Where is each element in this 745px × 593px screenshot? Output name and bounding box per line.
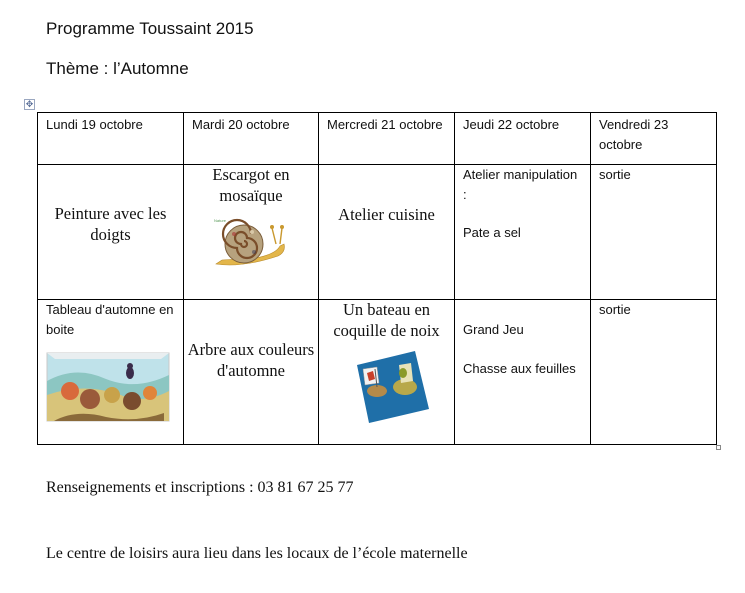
header-cell xyxy=(591,113,717,165)
programme-table xyxy=(37,112,717,445)
header-wednesday: Mercredi 21 octobre xyxy=(327,117,443,132)
activity-escargot: Escargot en mosaïque xyxy=(212,165,290,205)
table-row xyxy=(38,165,717,300)
table-header-row xyxy=(38,113,717,165)
cell-wednesday-2 xyxy=(319,300,455,445)
cell-monday-2 xyxy=(38,300,184,445)
activity-arbre: Arbre aux couleurs d'automne xyxy=(187,340,315,380)
header-monday: Lundi 19 octobre xyxy=(46,117,143,132)
cell-thursday-2 xyxy=(455,300,591,445)
header-cell xyxy=(38,113,184,165)
activity-cuisine: Atelier cuisine xyxy=(338,205,435,224)
activity-sortie-2: sortie xyxy=(599,302,631,317)
header-thursday: Jeudi 22 octobre xyxy=(463,117,560,132)
activity-bateau: Un bateau en coquille de noix xyxy=(333,300,440,340)
cell-thursday-1 xyxy=(455,165,591,300)
activity-tableau-automne: Tableau d'automne en boite xyxy=(46,302,174,337)
cell-friday-2 xyxy=(591,300,717,445)
cell-monday-1 xyxy=(38,165,184,300)
footer-info: Renseignements et inscriptions : 03 81 67 25 77 xyxy=(46,479,354,496)
snail-image-caption: Nature xyxy=(214,218,227,223)
snail-mosaic-image xyxy=(212,214,290,270)
table-resize-handle[interactable] xyxy=(716,445,721,450)
activity-chasse-feuilles: Chasse aux feuilles xyxy=(463,360,576,376)
activity-peinture: Peinture avec les doigts xyxy=(54,204,167,244)
cell-friday-1 xyxy=(591,165,717,300)
header-cell xyxy=(184,113,319,165)
nut-boat-image xyxy=(349,351,431,423)
activity-sortie-1: sortie xyxy=(599,167,631,182)
header-tuesday: Mardi 20 octobre xyxy=(192,117,290,132)
document-title: Programme Toussaint 2015 xyxy=(46,19,254,38)
header-friday: Vendredi 23 octobre xyxy=(599,117,669,152)
header-cell xyxy=(319,113,455,165)
cell-wednesday-1 xyxy=(319,165,455,300)
table-move-handle-icon[interactable]: ✥ xyxy=(25,99,34,109)
activity-pate-a-sel: Pate a sel xyxy=(463,225,521,240)
table-row xyxy=(38,300,717,445)
header-cell xyxy=(455,113,591,165)
cell-tuesday-1 xyxy=(184,165,319,300)
activity-grand-jeu: Grand Jeu xyxy=(463,322,524,337)
autumn-box-image xyxy=(46,351,170,423)
footer-location: Le centre de loisirs aura lieu dans les locaux de l’école maternelle xyxy=(46,545,468,562)
activity-atelier-manipulation: Atelier manipulation : xyxy=(463,167,578,202)
document-theme: Thème : l’Automne xyxy=(46,59,189,78)
cell-tuesday-2 xyxy=(184,300,319,445)
